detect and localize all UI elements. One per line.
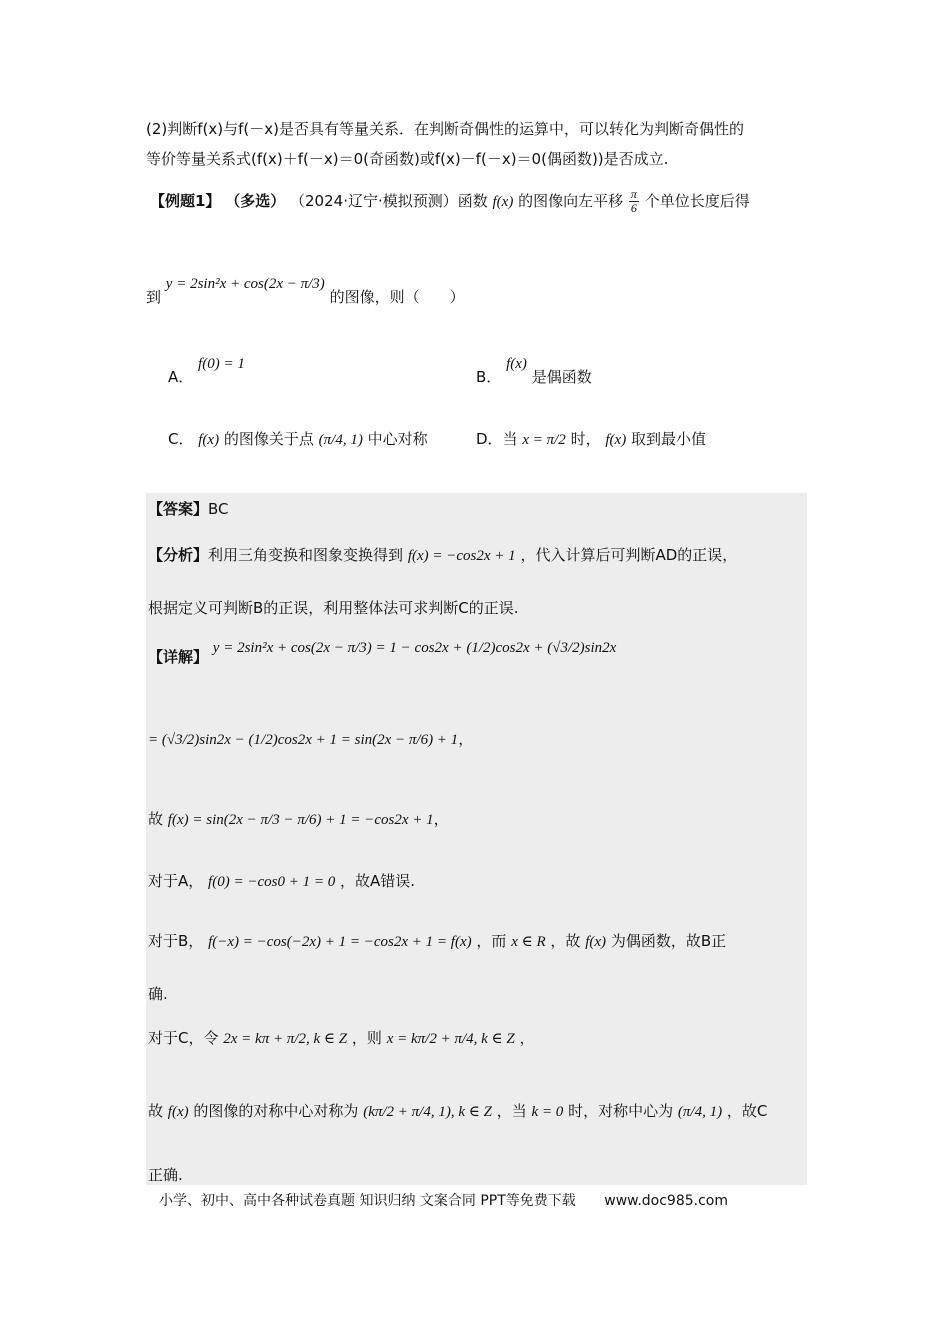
check-c-line bbox=[148, 1027, 535, 1048]
intro-line-1: (2)判断f(x)与f(－x)是否具有等量关系．在判断奇偶性的运算中，可以转化为判断奇偶性的 bbox=[146, 120, 744, 138]
option-a-label: A． bbox=[168, 368, 194, 386]
check-c2-line-2: 正确. bbox=[148, 1166, 183, 1184]
option-c bbox=[168, 428, 428, 449]
detail-label: 【详解】 bbox=[148, 648, 209, 666]
answer-line bbox=[148, 498, 229, 519]
example-expr: y = 2sin²x + cos(2x − π/3) bbox=[165, 276, 325, 292]
option-a bbox=[168, 352, 245, 386]
answer-value: BC bbox=[208, 500, 229, 518]
check-c2-mid: ，当 bbox=[496, 1102, 527, 1120]
page-footer bbox=[159, 1190, 728, 1210]
option-b-expr: f(x) bbox=[506, 356, 527, 372]
check-c-suffix: ， bbox=[519, 1029, 535, 1047]
check-a-line bbox=[148, 870, 415, 891]
example-fx: f(x) bbox=[492, 194, 514, 210]
check-c-expr: 2x = kπ + π/2, k ∈ Z bbox=[223, 1031, 348, 1047]
detail-expr-3: f(x) = sin(2x − π/3 − π/6) + 1 = −cos2x + 1 bbox=[167, 812, 434, 828]
check-b-line-2: 确. bbox=[148, 985, 168, 1003]
analysis-line-1 bbox=[148, 544, 737, 565]
footer-url[interactable]: www.doc985.com bbox=[604, 1193, 728, 1209]
example-function-line bbox=[146, 272, 465, 306]
detail-expr-1: y = 2sin²x + cos(2x − π/3) = 1 − cos2x + (1/2)cos2x + (√3/2)sin2x bbox=[212, 640, 617, 656]
check-b-fx: f(x) bbox=[585, 934, 607, 950]
check-b-mid2: ，故 bbox=[550, 932, 581, 950]
check-c2-expr: (kπ/2 + π/4, 1), k ∈ Z bbox=[363, 1104, 492, 1120]
footer-text: 小学、初中、高中各种试卷真题 知识归纳 文案合同 PPT等免费下载 bbox=[159, 1193, 576, 1209]
check-b-suffix: 为偶函数，故B正 bbox=[610, 932, 727, 950]
check-a-expr: f(0) = −cos0 + 1 = 0 bbox=[208, 874, 336, 890]
shift-fraction: $\frac{\pi}{6}$ bbox=[630, 187, 637, 215]
example-source: （2024·辽宁·模拟预测）函数 bbox=[290, 192, 488, 210]
option-d-label: D．当 bbox=[476, 430, 518, 448]
analysis-label: 【分析】 bbox=[148, 546, 209, 564]
check-c2-k: k = 0 bbox=[531, 1104, 564, 1120]
check-b-prefix: 对于B， bbox=[148, 932, 204, 950]
check-c-prefix: 对于C，令 bbox=[148, 1029, 219, 1047]
analysis-text-1: 利用三角变换和图象变换得到 bbox=[208, 546, 404, 564]
detail-2-end: ， bbox=[458, 730, 474, 748]
check-a-suffix: ，故A错误. bbox=[339, 872, 416, 890]
example-text2: 个单位长度后得 bbox=[644, 192, 750, 210]
option-b-label: B． bbox=[476, 368, 502, 386]
analysis-line-2: 根据定义可判断B的正误，利用整体法可求判断C的正误. bbox=[148, 599, 519, 617]
check-b-mid: ，而 bbox=[476, 932, 507, 950]
intro-line-2: 等价等量关系式(f(x)＋f(－x)＝0(奇函数)或f(x)－f(－x)＝0(偶函数))是否成立. bbox=[146, 150, 669, 168]
example-text3: 的图像，则（ ） bbox=[329, 288, 465, 306]
option-c-label: C． bbox=[168, 430, 194, 448]
check-a-prefix: 对于A， bbox=[148, 872, 204, 890]
option-b bbox=[476, 352, 592, 386]
analysis-text-2: ，代入计算后可判断AD的正误， bbox=[520, 546, 738, 564]
option-c-text2: 中心对称 bbox=[367, 430, 428, 448]
check-b-expr: f(−x) = −cos(−2x) + 1 = −cos2x + 1 = f(x) bbox=[208, 934, 472, 950]
option-d bbox=[476, 428, 706, 449]
example-type: （多选） bbox=[225, 192, 286, 210]
example-text1: 的图像向左平移 bbox=[518, 192, 624, 210]
check-b-expr2: x ∈ R bbox=[511, 934, 546, 950]
check-c2-fx: f(x) bbox=[167, 1104, 189, 1120]
option-c-point: (π/4, 1) bbox=[318, 432, 363, 448]
option-c-expr: f(x) bbox=[198, 432, 220, 448]
detail-line-1 bbox=[148, 640, 617, 667]
option-d-fx: f(x) bbox=[605, 432, 627, 448]
check-c-mid: ，则 bbox=[351, 1029, 382, 1047]
detail-line-2 bbox=[148, 728, 473, 749]
option-d-text1: 时， bbox=[570, 430, 601, 448]
check-c2-line bbox=[148, 1100, 767, 1121]
example-tag: 【例题1】 bbox=[150, 192, 221, 210]
example-prefix: 到 bbox=[146, 288, 162, 306]
option-b-text: 是偶函数 bbox=[531, 368, 592, 386]
analysis-expr: f(x) = −cos2x + 1 bbox=[407, 548, 516, 564]
detail-line-3 bbox=[148, 808, 449, 829]
option-c-text1: 的图像关于点 bbox=[223, 430, 314, 448]
check-c2-mid2: 时，对称中心为 bbox=[568, 1102, 674, 1120]
detail-expr-2: = (√3/2)sin2x − (1/2)cos2x + 1 = sin(2x − π/6) + 1 bbox=[148, 732, 459, 748]
check-c2-prefix: 故 bbox=[148, 1102, 164, 1120]
check-c2-suffix: ，故C bbox=[726, 1102, 768, 1120]
answer-label: 【答案】 bbox=[148, 500, 209, 518]
option-d-expr: x = π/2 bbox=[522, 432, 566, 448]
check-c2-point: (π/4, 1) bbox=[677, 1104, 723, 1120]
option-a-expr: f(0) = 1 bbox=[198, 356, 245, 372]
check-b-line bbox=[148, 930, 726, 951]
detail-3-end: ， bbox=[433, 810, 449, 828]
example-header bbox=[150, 188, 750, 215]
check-c2-text: 的图像的对称中心对称为 bbox=[193, 1102, 359, 1120]
check-c-expr2: x = kπ/2 + π/4, k ∈ Z bbox=[386, 1031, 515, 1047]
option-d-text2: 取到最小值 bbox=[631, 430, 707, 448]
detail-3-prefix: 故 bbox=[148, 810, 164, 828]
